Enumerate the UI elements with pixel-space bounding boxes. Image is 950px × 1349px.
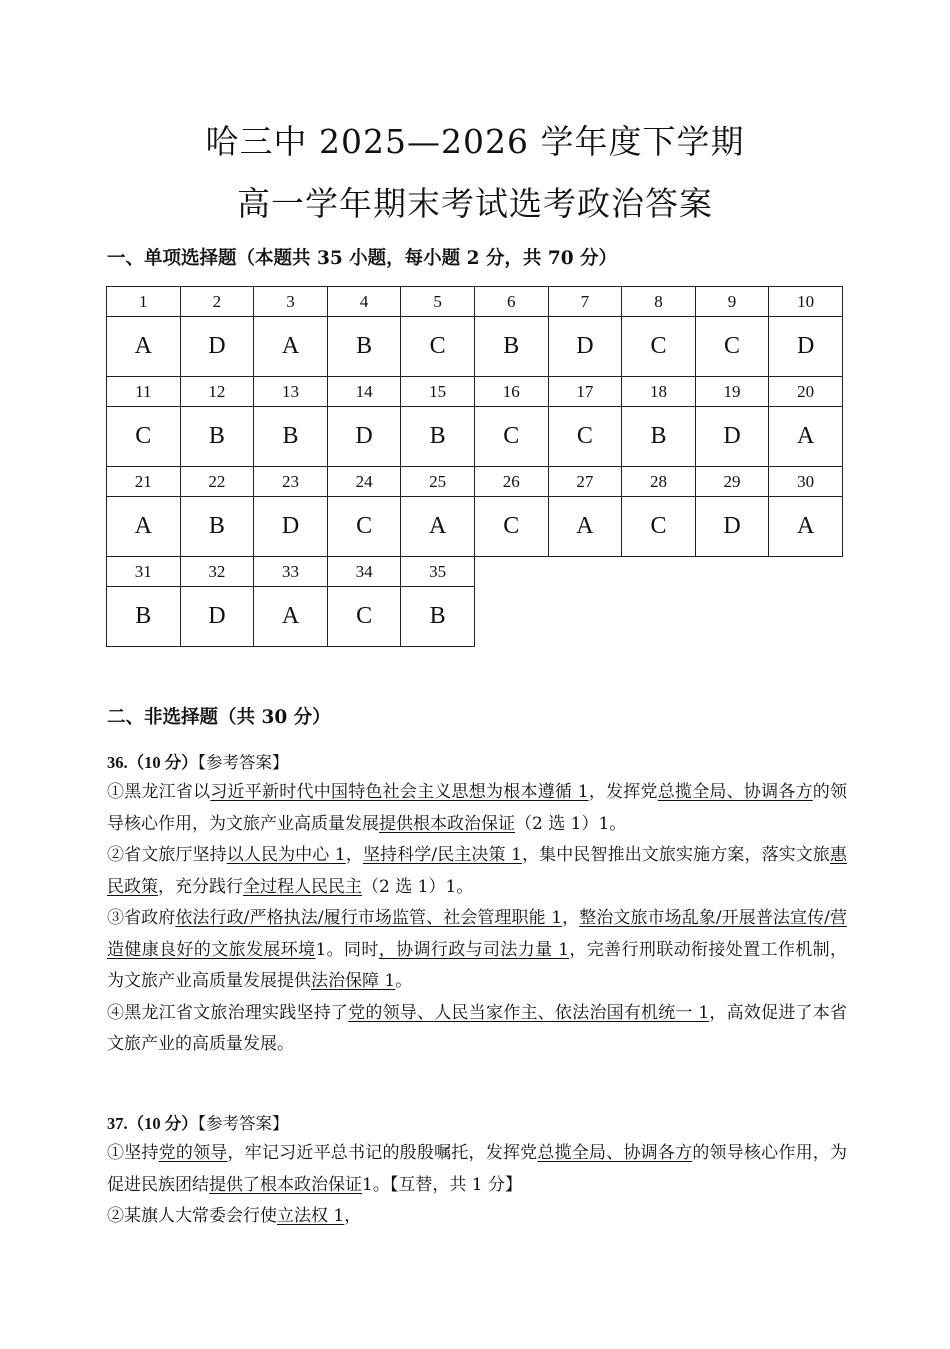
question-number-cell: 23 bbox=[254, 467, 328, 497]
answer-cell: B bbox=[622, 407, 696, 467]
question-number-cell: 8 bbox=[622, 287, 696, 317]
empty-cell bbox=[769, 557, 843, 587]
text-segment: ，高效促进了本省文旅产业的高质量发展。 bbox=[107, 1002, 848, 1054]
empty-cell bbox=[474, 557, 548, 587]
underlined-keyword: 总揽全局、协调各方 bbox=[657, 782, 813, 802]
document-title-line2: 高一学年期末考试选考政治答案 bbox=[237, 184, 713, 223]
answer-cell: D bbox=[180, 317, 254, 377]
answer-cell: D bbox=[180, 587, 254, 647]
text-segment: 的领导核心作用，为文旅产业高质量发展 bbox=[107, 782, 848, 834]
answer-cell: C bbox=[107, 407, 181, 467]
underlined-keyword: 党的领导、人民当家作主、依法治国有机统一 1 bbox=[348, 1002, 710, 1023]
question-score: （10 分） bbox=[127, 1114, 198, 1133]
answer-cell: A bbox=[769, 407, 843, 467]
underlined-keyword: 党的领导 bbox=[158, 1143, 228, 1163]
underlined-keyword: 全过程人民民主 bbox=[243, 876, 362, 897]
question-number-cell: 11 bbox=[107, 377, 181, 407]
answer-cell: A bbox=[769, 497, 843, 557]
question-number-cell: 25 bbox=[401, 467, 475, 497]
answer-cell: D bbox=[695, 407, 769, 467]
answer-tag: 【参考答案】 bbox=[197, 1114, 289, 1133]
answer-cell: D bbox=[254, 497, 328, 557]
answer-point-3 bbox=[107, 903, 847, 998]
text-segment: ②省文旅厅坚持 bbox=[107, 845, 227, 865]
question-number-cell: 4 bbox=[327, 287, 401, 317]
text-segment: 的领导核心作用，为促进民族团结 bbox=[107, 1143, 848, 1195]
question-number-cell: 33 bbox=[254, 557, 328, 587]
empty-cell bbox=[695, 587, 769, 647]
answer-cell: A bbox=[254, 317, 328, 377]
empty-cell bbox=[695, 557, 769, 587]
answer-point-2 bbox=[107, 1201, 847, 1233]
question-number-cell: 2 bbox=[180, 287, 254, 317]
text-segment: ②某旗人大常委会行使 bbox=[107, 1206, 277, 1226]
question-number-cell: 28 bbox=[622, 467, 696, 497]
answer-point-4 bbox=[107, 998, 847, 1061]
question-number-cell: 35 bbox=[401, 557, 475, 587]
underlined-keyword: 立法权 1 bbox=[277, 1206, 345, 1226]
question-number-cell: 22 bbox=[180, 467, 254, 497]
question-number-cell: 14 bbox=[327, 377, 401, 407]
question-36-heading bbox=[107, 749, 289, 773]
question-number-cell: 20 bbox=[769, 377, 843, 407]
answer-cell: B bbox=[180, 407, 254, 467]
answer-cell: A bbox=[107, 317, 181, 377]
question-number-cell: 17 bbox=[548, 377, 622, 407]
answer-cell: B bbox=[254, 407, 328, 467]
underlined-keyword: 习近平新时代中国特色社会主义思想为根本遵循 1 bbox=[210, 782, 589, 802]
question-number-cell: 24 bbox=[327, 467, 401, 497]
question-number-cell: 12 bbox=[180, 377, 254, 407]
question-number-cell: 26 bbox=[474, 467, 548, 497]
question-number-cell: 32 bbox=[180, 557, 254, 587]
question-number-cell: 7 bbox=[548, 287, 622, 317]
underlined-keyword: 以人民为中心 1 bbox=[226, 845, 346, 865]
text-segment: ，完善行刑联动衔接处置工作机制，为文旅产业高质量发展提供 bbox=[107, 939, 847, 991]
underlined-keyword: ，协调行政与司法力量 1 bbox=[378, 939, 570, 960]
question-number: 37. bbox=[107, 1114, 128, 1133]
text-segment: （2 选 1）1。 bbox=[362, 876, 474, 897]
question-number-cell: 15 bbox=[401, 377, 475, 407]
text-segment: 1。同时 bbox=[315, 939, 379, 960]
answer-point-2 bbox=[107, 840, 847, 903]
question-number-cell: 13 bbox=[254, 377, 328, 407]
answer-cell: D bbox=[327, 407, 401, 467]
text-segment: ，牢记习近平总书记的殷殷嘱托，发挥党 bbox=[227, 1143, 538, 1163]
underlined-keyword: 提供根本政治保证 bbox=[379, 813, 515, 834]
question-number-cell: 6 bbox=[474, 287, 548, 317]
question-number-cell: 31 bbox=[107, 557, 181, 587]
answer-cell: B bbox=[180, 497, 254, 557]
text-segment: ③省政府 bbox=[107, 908, 176, 928]
text-segment: （2 选 1）1。 bbox=[515, 813, 627, 834]
text-segment: 。 bbox=[395, 971, 413, 991]
answer-cell: B bbox=[327, 317, 401, 377]
text-segment: ， bbox=[344, 1206, 362, 1226]
text-segment: ，集中民智推出文旅实施方案，落实文旅 bbox=[521, 845, 831, 865]
answer-tag: 【参考答案】 bbox=[197, 753, 289, 772]
answer-cell: D bbox=[548, 317, 622, 377]
answer-cell: B bbox=[474, 317, 548, 377]
answer-cell: C bbox=[622, 317, 696, 377]
answer-cell: D bbox=[769, 317, 843, 377]
answer-cell: C bbox=[474, 497, 548, 557]
answer-cell: A bbox=[254, 587, 328, 647]
text-segment: ， bbox=[562, 908, 580, 928]
underlined-keyword: 提供了根本政治保证 bbox=[209, 1174, 362, 1195]
answer-cell: B bbox=[401, 587, 475, 647]
question-number-cell: 3 bbox=[254, 287, 328, 317]
answer-cell: C bbox=[695, 317, 769, 377]
question-number-cell: 1 bbox=[107, 287, 181, 317]
underlined-keyword: 惠民政策 bbox=[107, 845, 848, 897]
text-segment: ④黑龙江省文旅治理实践坚持了 bbox=[107, 1002, 349, 1023]
question-number-cell: 5 bbox=[401, 287, 475, 317]
question-number: 36. bbox=[107, 753, 128, 772]
empty-cell bbox=[622, 557, 696, 587]
empty-cell bbox=[474, 587, 548, 647]
answer-cell: A bbox=[107, 497, 181, 557]
answer-cell: C bbox=[622, 497, 696, 557]
question-37-heading bbox=[107, 1110, 289, 1134]
text-segment: ，充分践行 bbox=[158, 876, 243, 897]
question-number-cell: 21 bbox=[107, 467, 181, 497]
question-number-cell: 29 bbox=[695, 467, 769, 497]
answer-cell: A bbox=[548, 497, 622, 557]
question-number-cell: 18 bbox=[622, 377, 696, 407]
document-title-line1: 哈三中 2025—2026 学年度下学期 bbox=[205, 122, 745, 161]
answer-table bbox=[106, 286, 843, 647]
question-number-cell: 19 bbox=[695, 377, 769, 407]
empty-cell bbox=[622, 587, 696, 647]
answer-cell: A bbox=[401, 497, 475, 557]
text-segment: 1。【互替，共 1 分】 bbox=[362, 1174, 522, 1195]
text-segment: ， bbox=[345, 845, 363, 865]
answer-cell: B bbox=[107, 587, 181, 647]
question-number-cell: 30 bbox=[769, 467, 843, 497]
answer-cell: C bbox=[327, 497, 401, 557]
answer-point-1 bbox=[107, 1138, 847, 1201]
section2-heading: 二、非选择题（共 30 分） bbox=[107, 707, 331, 728]
text-segment: ①黑龙江省以 bbox=[107, 782, 211, 802]
empty-cell bbox=[769, 587, 843, 647]
question-number-cell: 34 bbox=[327, 557, 401, 587]
answer-cell: C bbox=[401, 317, 475, 377]
underlined-keyword: 整治文旅市场乱象/开展普法宣传/营造健康良好的文旅发展环境 bbox=[107, 908, 847, 960]
underlined-keyword: 法治保障 1 bbox=[311, 971, 396, 991]
question-number-cell: 16 bbox=[474, 377, 548, 407]
text-segment: ，发挥党 bbox=[588, 782, 658, 802]
question-36-answer bbox=[107, 777, 847, 1061]
answer-cell: C bbox=[327, 587, 401, 647]
question-number-cell: 9 bbox=[695, 287, 769, 317]
question-number-cell: 27 bbox=[548, 467, 622, 497]
underlined-keyword: 依法行政/严格执法/履行市场监管、社会管理职能 1 bbox=[175, 908, 563, 928]
question-number-cell: 10 bbox=[769, 287, 843, 317]
question-37-answer bbox=[107, 1138, 847, 1233]
answer-point-1 bbox=[107, 777, 847, 840]
answer-cell: C bbox=[548, 407, 622, 467]
empty-cell bbox=[548, 587, 622, 647]
underlined-keyword: 总揽全局、协调各方 bbox=[537, 1143, 693, 1163]
underlined-keyword: 坚持科学/民主决策 1 bbox=[362, 845, 522, 865]
question-score: （10 分） bbox=[127, 753, 198, 772]
answer-cell: D bbox=[695, 497, 769, 557]
answer-cell: C bbox=[474, 407, 548, 467]
answer-cell: B bbox=[401, 407, 475, 467]
section1-heading: 一、单项选择题（本题共 35 小题，每小题 2 分，共 70 分） bbox=[107, 248, 618, 269]
text-segment: ①坚持 bbox=[107, 1143, 159, 1163]
empty-cell bbox=[548, 557, 622, 587]
